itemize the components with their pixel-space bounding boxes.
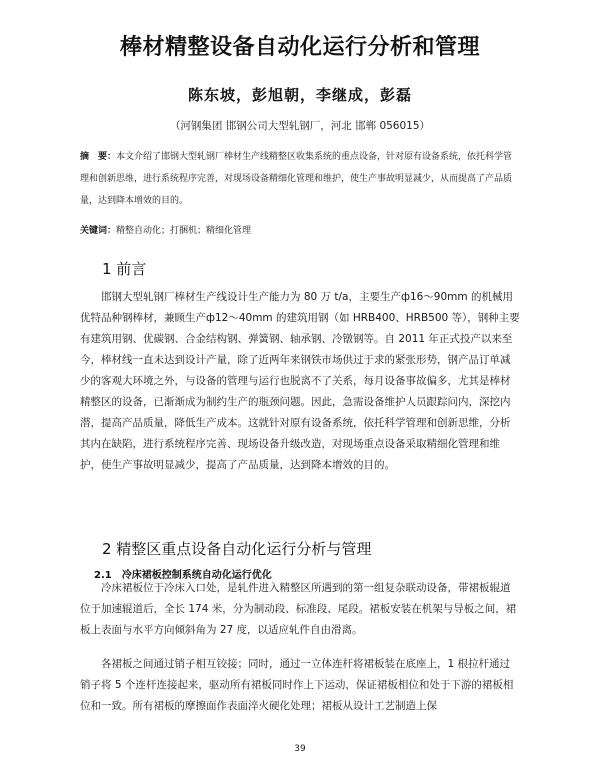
keywords — [80, 220, 520, 242]
abstract-label: 摘 要： — [80, 152, 117, 162]
subsection-2-1-paragraph-2: 各裙板之间通过销子相互铰接；同时，通过一立体连杆将裙板装在底座上，1 根拉杆通过销子将 5 个连杆连接起来，驱动所有裙板同时作上下运动，保证裙板相位和处于下游的裙板相位和一致。所有裙板的摩擦面作表面淬火硬化处理；裙板从设计工艺制造上保 — [80, 658, 514, 712]
subsection-heading-2-1: 2.1 冷床裙板控制系统自动化运行优化 — [94, 570, 272, 581]
abstract — [80, 146, 520, 212]
page-number: 39 — [294, 744, 306, 754]
affiliation: （河钢集团 邯钢公司大型轧钢厂，河北 邯郸 056015） — [169, 120, 431, 132]
section-1-paragraph: 邯钢大型轧钢厂棒材生产线设计生产能力为 80 万 t/a，主要生产ф16～90mm 的机械用优特品种钢棒材，兼顾生产ф12～40mm 的建筑用钢（如 HRB400、HRB500 等），钢种主要有建筑用钢、优碳钢、合金结构钢、弹簧钢、轴承钢、冷镦钢等。自 2011 年正式投产以来至今，棒材线一直未达到设计产量，除了近两年来钢铁市场供过于求的紧张形势，钢产品订单减少的客观大环境之外，与设备的管理与运行也脱离不了关系，每月设备事故偏多，尤其是棒材精整区的设备，已渐渐成为制约生产的瓶颈问题。因此，急需设备维护人员跟踪问内，深挖内潜，提高产品质量，降低生产成本。这就针对原有设备系统，依托科学管理和创新思维，分析其内在缺陷，进行系统程序完善、现场设备升级改造，对现场重点设备采取精细化管理和维护，使生产事故明显减少，提高了产品质量，达到降本增效的目的。 — [80, 291, 520, 471]
abstract-text: 本文介绍了邯钢大型轧钢厂棒材生产线精整区收集系统的重点设备，针对原有设备系统，依托科学管理和创新思维，进行系统程序完善，对现场设备精细化管理和维护，使生产事故明显减少，从而提高了产品质量，达到降本增效的目的。 — [80, 152, 513, 206]
section-heading-1: 1 前言 — [102, 260, 147, 278]
paper-title: 棒材精整设备自动化运行分析和管理 — [119, 35, 480, 60]
author-list: 陈东坡，彭旭朝，李继成，彭磊 — [187, 86, 412, 104]
section-heading-2: 2 精整区重点设备自动化运行分析与管理 — [102, 540, 372, 558]
keywords-text: 精整自动化；打捆机；精细化管理 — [116, 226, 252, 236]
subsection-2-1-paragraph-1: 冷床裙板位于冷床入口处，是轧件进入精整区所遇到的第一组复杂联动设备，带裙板辊道位于加速辊道后，全长 174 米，分为制动段、标准段、尾段。裙板安装在机架与导板之间，裙板上表面与水平方向倾斜角为 27 度，以适应轧件自由滑离。 — [80, 582, 517, 636]
keywords-label: 关键词： — [80, 226, 117, 236]
